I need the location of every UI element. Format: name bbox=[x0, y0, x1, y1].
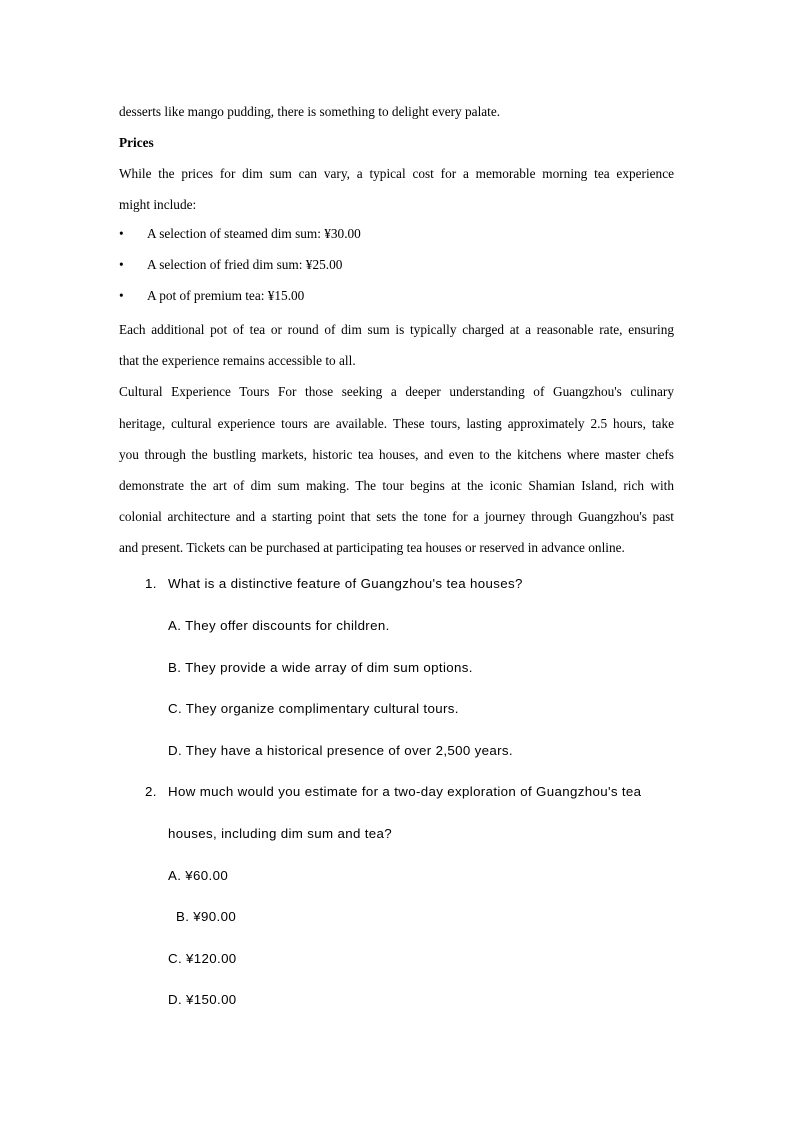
question-text: How much would you estimate for a two-day exploration of Guangzhou's tea bbox=[168, 784, 642, 799]
answer-option-c: C. ¥120.00 bbox=[168, 951, 237, 966]
price-item-fried: A selection of fried dim sum: ¥25.00 bbox=[147, 257, 343, 272]
answer-option-b: B. They provide a wide array of dim sum options. bbox=[168, 660, 473, 675]
bullet-icon: • bbox=[119, 257, 124, 272]
answer-option-a: A. ¥60.00 bbox=[168, 868, 229, 883]
prices-note-line-1: Each additional pot of tea or round of dim sum is typically charged at a reasonable rate, ensuring bbox=[119, 322, 674, 337]
prices-heading: Prices bbox=[119, 135, 154, 150]
question-text: What is a distinctive feature of Guangzhou's tea houses? bbox=[168, 576, 523, 591]
tours-line: colonial architecture and a starting point that sets the tone for a journey through Guangzhou's past bbox=[119, 509, 674, 524]
prices-intro-line-1: While the prices for dim sum can vary, a typical cost for a memorable morning tea experience bbox=[119, 166, 674, 181]
tours-line: heritage, cultural experience tours are available. These tours, lasting approximately 2.5 hours, take bbox=[119, 416, 674, 431]
answer-option-b: B. ¥90.00 bbox=[176, 909, 237, 924]
tours-line: demonstrate the art of dim sum making. The tour begins at the iconic Shamian Island, rich with bbox=[119, 478, 674, 493]
tours-line: you through the bustling markets, historic tea houses, and even to the kitchens where master chefs bbox=[119, 447, 674, 462]
question-number: 1. bbox=[145, 576, 157, 591]
bullet-icon: • bbox=[119, 226, 124, 241]
price-item-tea: A pot of premium tea: ¥15.00 bbox=[147, 288, 305, 303]
price-item-steamed: A selection of steamed dim sum: ¥30.00 bbox=[147, 226, 361, 241]
answer-option-d: D. ¥150.00 bbox=[168, 992, 237, 1007]
prices-intro-line-2: might include: bbox=[119, 197, 197, 212]
intro-tail-text: desserts like mango pudding, there is something to delight every palate. bbox=[119, 104, 501, 119]
answer-option-a: A. They offer discounts for children. bbox=[168, 618, 390, 633]
answer-option-d: D. They have a historical presence of over 2,500 years. bbox=[168, 743, 513, 758]
question-text: houses, including dim sum and tea? bbox=[168, 826, 393, 841]
tours-line: and present. Tickets can be purchased at participating tea houses or reserved in advance online. bbox=[119, 540, 625, 555]
tours-line: Cultural Experience Tours For those seeking a deeper understanding of Guangzhou's culinary bbox=[119, 384, 674, 399]
prices-note-line-2: that the experience remains accessible to all. bbox=[119, 353, 356, 368]
question-number: 2. bbox=[145, 784, 157, 799]
bullet-icon: • bbox=[119, 288, 124, 303]
answer-option-c: C. They organize complimentary cultural tours. bbox=[168, 701, 459, 716]
